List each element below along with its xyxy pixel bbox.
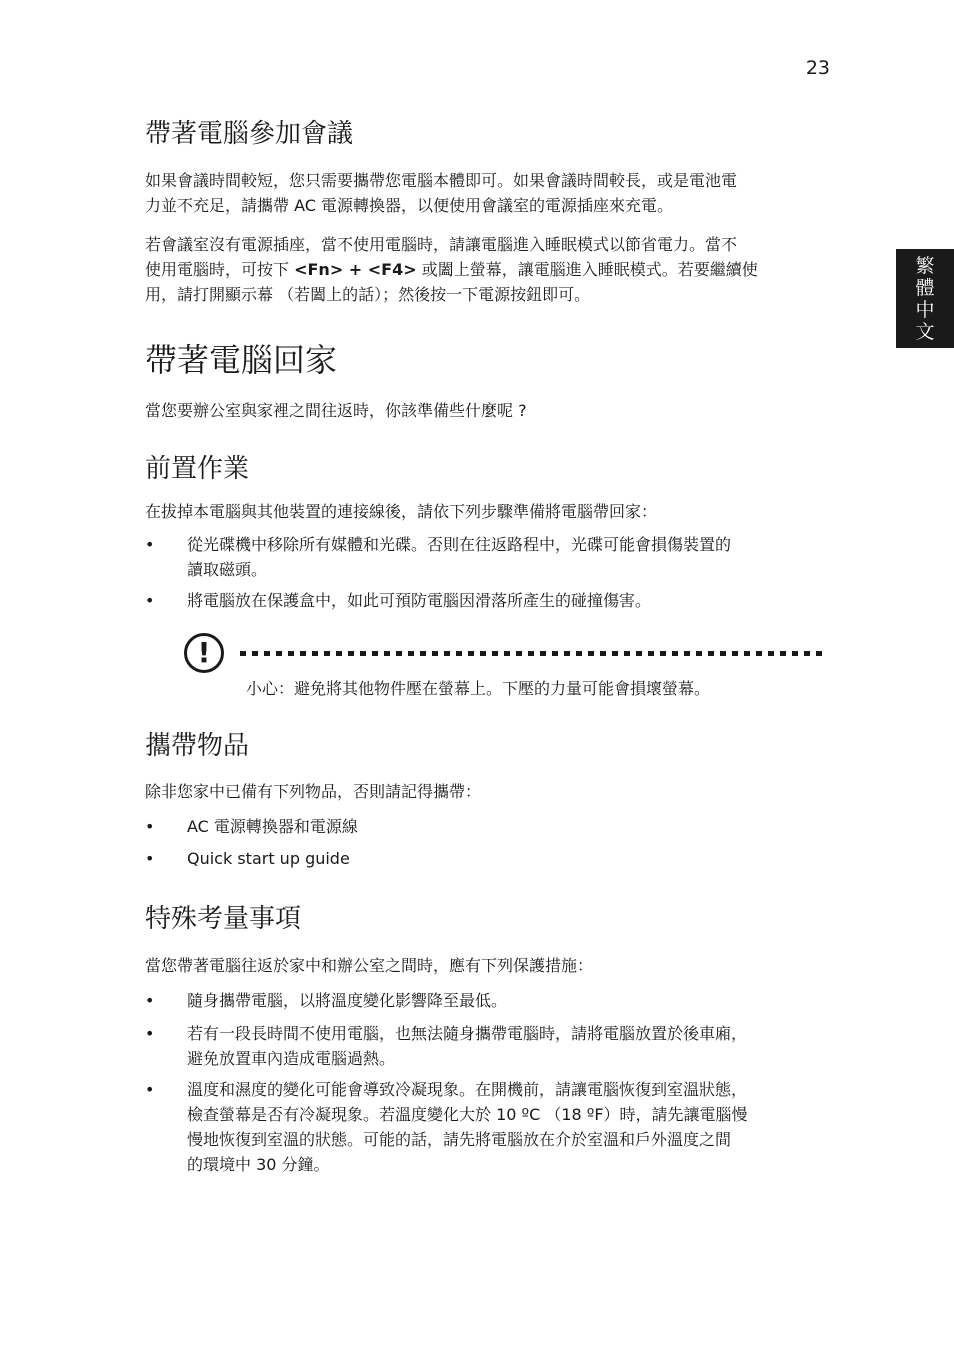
dotted-divider [240, 651, 826, 656]
text-line: 力並不充足，請攜帶 AC 電源轉換器，以便使用會議室的電源插座來充電。 [145, 196, 674, 215]
list-item [145, 814, 831, 839]
text-line: 如果會議時間較短，您只需要攜帶您電腦本體即可。如果會議時間較長，或是電池電 [145, 171, 738, 190]
text-line: 若會議室沒有電源插座，當不使用電腦時，請讓電腦進入睡眠模式以節省電力。當不 [145, 235, 738, 254]
text-segment: 使用電腦時，可按下 [145, 260, 295, 279]
bullet-dot: • [145, 535, 155, 554]
language-side-tab [896, 249, 954, 348]
list-item [145, 588, 831, 613]
special-heading: 特殊考量事項 [145, 904, 302, 934]
text-line: 若有一段長時間不使用電腦，也無法隨身攜帶電腦時，請將電腦放置於後車廂， [187, 1024, 748, 1043]
list-item-text [187, 532, 831, 582]
text-line: 用，請打開顯示幕 （若闔上的話）；然後按一下電源按鈕即可。 [145, 285, 591, 304]
key-combo: <Fn> + <F4> [294, 260, 417, 279]
prep-intro: 在拔掉本電腦與其他裝置的連接線後，請依下列步驟準備將電腦帶回家： [145, 502, 658, 521]
text-line: 讀取磁頭。 [187, 560, 268, 579]
special-intro: 當您帶著電腦往返於家中和辦公室之間時，應有下列保護措施： [145, 956, 594, 975]
meeting-paragraph-2 [145, 232, 831, 307]
text-line: 溫度和濕度的變化可能會導致冷凝現象。在開機前，請讓電腦恢復到室溫狀態， [187, 1080, 748, 1099]
list-item-text: Quick start up guide [187, 849, 350, 868]
carry-heading: 攜帶物品 [145, 731, 250, 761]
bullet-dot: • [145, 1080, 155, 1099]
page-number: 23 [805, 57, 830, 79]
prep-heading: 前置作業 [145, 454, 250, 484]
list-item-text: AC 電源轉換器和電源線 [187, 817, 358, 836]
warning-icon: ! [184, 633, 224, 673]
list-item [145, 1077, 831, 1177]
home-heading: 帶著電腦回家 [145, 341, 338, 379]
list-item [145, 846, 831, 871]
meeting-heading: 帶著電腦參加會議 [145, 119, 354, 149]
list-item-text [187, 1021, 831, 1071]
bullet-dot: • [145, 849, 155, 868]
carry-intro: 除非您家中已備有下列物品，否則請記得攜帶： [145, 782, 482, 801]
bullet-dot: • [145, 991, 155, 1010]
text-line: 從光碟機中移除所有媒體和光碟。否則在往返路程中，光碟可能會損傷裝置的 [187, 535, 732, 554]
list-item [145, 532, 831, 582]
side-tab-char: 中 [915, 298, 935, 321]
bullet-dot: • [145, 817, 155, 836]
list-item-text: 將電腦放在保護盒中，如此可預防電腦因滑落所產生的碰撞傷害。 [187, 591, 652, 610]
list-item [145, 988, 831, 1013]
text-line: 的環境中 30 分鐘。 [187, 1155, 330, 1174]
side-tab-char: 體 [915, 276, 935, 299]
home-intro: 當您要辦公室與家裡之間往返時，你該準備些什麼呢 ? [145, 401, 527, 420]
side-tab-char: 繁 [915, 254, 935, 277]
list-item-text [187, 1077, 831, 1177]
text-line: 檢查螢幕是否有冷凝現象。若溫度變化大於 10 ºC （18 ºF）時，請先讓電腦慢 [187, 1105, 748, 1124]
bullet-dot: • [145, 591, 155, 610]
text-line: 避免放置車內造成電腦過熱。 [187, 1049, 396, 1068]
text-line: 慢地恢復到室溫的狀態。可能的話，請先將電腦放在介於室溫和戶外溫度之間 [187, 1130, 732, 1149]
list-item-text: 隨身攜帶電腦，以將溫度變化影響降至最低。 [187, 991, 508, 1010]
caution-note: 小心：避免將其他物件壓在螢幕上。下壓的力量可能會損壞螢幕。 [246, 679, 711, 698]
side-tab-char: 文 [915, 320, 935, 343]
bullet-dot: • [145, 1024, 155, 1043]
text-segment: 或闔上螢幕，讓電腦進入睡眠模式。若要繼續使 [416, 260, 758, 279]
list-item [145, 1021, 831, 1071]
text-line [145, 257, 831, 282]
meeting-paragraph-1 [145, 168, 831, 218]
